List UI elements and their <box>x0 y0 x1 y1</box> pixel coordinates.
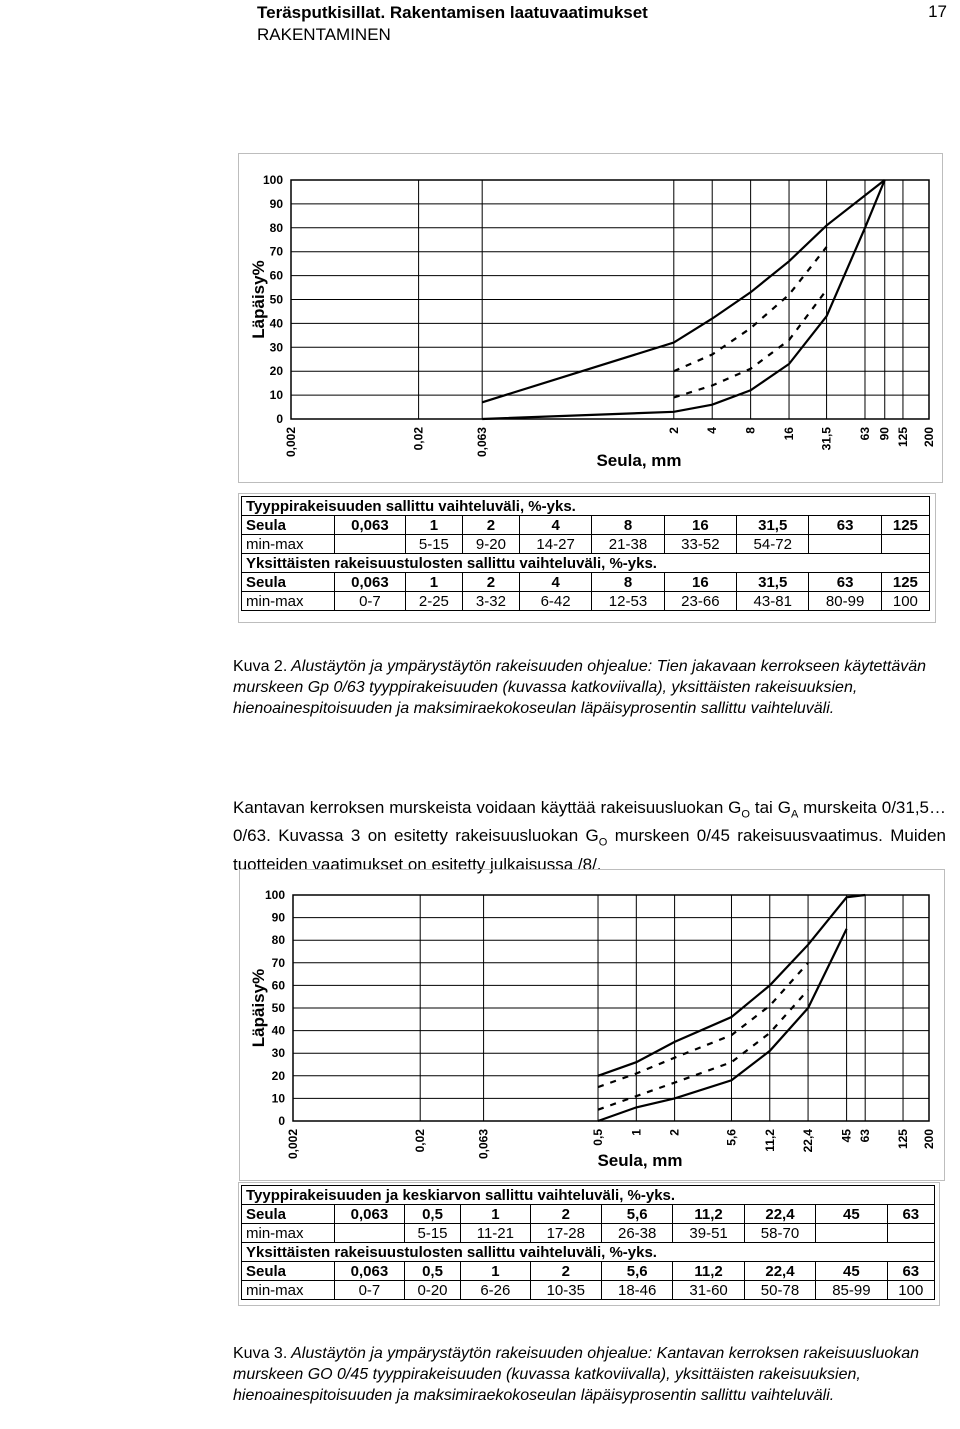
x-tick-label: 2 <box>667 1129 682 1136</box>
x-axis-label: Seula, mm <box>596 451 682 470</box>
table-cell <box>816 1224 887 1243</box>
x-tick-label: 0,5 <box>591 1129 606 1146</box>
caption-label: Kuva 2. <box>233 658 288 675</box>
x-tick-label: 2 <box>666 427 681 434</box>
table-2-title-2: Yksittäisten rakeisuustulosten sallittu vaihteluväli, %-yks. <box>242 1243 935 1262</box>
table-cell: 18-46 <box>601 1281 672 1300</box>
y-tick-label: 90 <box>271 910 285 925</box>
table-cell: 10-35 <box>530 1281 601 1300</box>
x-tick-label: 0,063 <box>475 427 490 458</box>
y-tick-label: 40 <box>269 316 283 331</box>
y-axis-label: Läpäisy% <box>249 260 268 339</box>
table-cell: 33-52 <box>664 535 736 554</box>
x-tick-label: 45 <box>839 1129 854 1143</box>
y-tick-label: 80 <box>271 933 285 948</box>
table-cell: 2 <box>462 573 519 592</box>
row-label: Seula <box>242 1205 335 1224</box>
table-cell: 11,2 <box>673 1205 744 1224</box>
series-line-2 <box>598 929 847 1121</box>
x-tick-label: 1 <box>629 1129 644 1136</box>
table-cell: 3-32 <box>462 592 519 611</box>
figure-1-caption <box>233 656 945 719</box>
y-tick-label: 30 <box>271 1046 285 1061</box>
table-cell: 6-26 <box>461 1281 530 1300</box>
table-1-title-2: Yksittäisten rakeisuustulosten sallittu vaihteluväli, %-yks. <box>242 554 930 573</box>
table-cell: 31,5 <box>737 516 809 535</box>
y-tick-label: 90 <box>269 196 283 211</box>
table-cell: 5-15 <box>404 1224 460 1243</box>
y-tick-label: 40 <box>271 1023 285 1038</box>
table-cell: 5-15 <box>405 535 462 554</box>
x-tick-label: 63 <box>858 1129 873 1143</box>
row-label: Seula <box>242 516 335 535</box>
table-cell: 63 <box>809 516 881 535</box>
y-tick-label: 60 <box>269 268 283 283</box>
table-cell: 54-72 <box>737 535 809 554</box>
table-cell: 16 <box>664 573 736 592</box>
table-cell: 58-70 <box>744 1224 815 1243</box>
table-cell: 26-38 <box>601 1224 672 1243</box>
x-tick-label: 8 <box>743 427 758 434</box>
row-label: Seula <box>242 1262 335 1281</box>
table-cell <box>881 535 929 554</box>
table-cell: 31,5 <box>737 573 809 592</box>
subscript: A <box>790 808 799 821</box>
table-cell: 1 <box>405 573 462 592</box>
x-tick-label: 22,4 <box>801 1129 816 1153</box>
table-cell: 0,5 <box>404 1262 460 1281</box>
table-1-seula-row-2 <box>242 573 930 592</box>
x-tick-label: 63 <box>857 427 872 441</box>
table-cell: 31-60 <box>673 1281 744 1300</box>
y-tick-label: 100 <box>262 173 283 187</box>
y-tick-label: 20 <box>269 364 283 379</box>
table-cell: 16 <box>664 516 736 535</box>
table-cell: 0,063 <box>335 516 406 535</box>
table-cell: 39-51 <box>673 1224 744 1243</box>
figure-1-svg <box>239 154 942 482</box>
table-cell: 0,063 <box>335 1262 405 1281</box>
table-cell: 5,6 <box>601 1262 672 1281</box>
x-tick-label: 16 <box>782 427 797 441</box>
table-cell: 43-81 <box>737 592 809 611</box>
y-tick-label: 0 <box>276 412 283 426</box>
x-tick-label: 4 <box>705 427 720 434</box>
table-cell: 23-66 <box>664 592 736 611</box>
row-label: min-max <box>242 1224 335 1243</box>
figure-2-chart <box>239 869 945 1181</box>
table-1-seula-row <box>242 516 930 535</box>
row-label: min-max <box>242 1281 335 1300</box>
y-tick-label: 70 <box>271 955 285 970</box>
table-2 <box>241 1185 935 1300</box>
y-tick-label: 60 <box>271 978 285 993</box>
table-2-minmax-row-2 <box>242 1281 935 1300</box>
x-tick-label: 5,6 <box>724 1129 739 1146</box>
table-cell: 2-25 <box>405 592 462 611</box>
y-tick-label: 0 <box>278 1114 285 1128</box>
figure-2-caption <box>233 1343 945 1406</box>
table-cell <box>335 535 406 554</box>
table-cell: 63 <box>887 1262 934 1281</box>
table-cell: 5,6 <box>601 1205 672 1224</box>
table-cell: 100 <box>881 592 929 611</box>
x-tick-label: 0,002 <box>284 427 298 458</box>
table-cell: 2 <box>462 516 519 535</box>
page-number: 17 <box>928 2 947 21</box>
table-cell: 4 <box>519 516 591 535</box>
caption-label: Kuva 3. <box>233 1345 288 1362</box>
table-cell: 11,2 <box>673 1262 744 1281</box>
paragraph-text: tai G <box>749 798 791 817</box>
table-cell: 11-21 <box>461 1224 530 1243</box>
table-cell: 0-20 <box>404 1281 460 1300</box>
y-tick-label: 10 <box>271 1091 285 1106</box>
table-2-seula-row-2 <box>242 1262 935 1281</box>
caption-text: Alustäytön ja ympärystäytön rakeisuuden ohjealue: Tien jakavaan kerrokseen käytettävän murskeen Gp 0/63 tyyppirakeisuuden (kuvassa katkoviivalla), yksittäisten rakeisuuksien, hienoainespitoisuuden ja maksimiraekokoseulan läpäisyprosentin sallittu vaihteluväli. <box>233 658 927 717</box>
x-tick-label: 0,002 <box>286 1129 300 1160</box>
table-cell: 0,063 <box>335 573 406 592</box>
table-cell: 14-27 <box>519 535 591 554</box>
header-title: Teräsputkisillat. Rakentamisen laatuvaatimukset <box>257 3 648 22</box>
table-cell <box>335 1224 405 1243</box>
table-cell: 85-99 <box>816 1281 887 1300</box>
figure-2-svg <box>240 870 944 1180</box>
subscript: O <box>741 808 750 821</box>
table-1-title-1: Tyyppirakeisuuden sallittu vaihteluväli, %-yks. <box>242 497 930 516</box>
table-cell: 6-42 <box>519 592 591 611</box>
header-subtitle: RAKENTAMINEN <box>257 25 391 44</box>
table-cell: 100 <box>887 1281 934 1300</box>
table-cell: 125 <box>881 573 929 592</box>
subscript: O <box>598 836 608 849</box>
y-tick-label: 80 <box>269 220 283 235</box>
table-cell: 80-99 <box>809 592 881 611</box>
table-1-minmax-row-2 <box>242 592 930 611</box>
table-cell: 1 <box>461 1262 530 1281</box>
y-tick-label: 30 <box>269 340 283 355</box>
table-2-seula-row <box>242 1205 935 1224</box>
table-2-minmax-row <box>242 1224 935 1243</box>
x-axis-label: Seula, mm <box>597 1151 683 1170</box>
series-line-1 <box>482 180 885 402</box>
x-tick-label: 125 <box>895 427 910 448</box>
table-cell: 4 <box>519 573 591 592</box>
x-tick-label: 200 <box>922 1129 936 1150</box>
table-cell: 0-7 <box>335 1281 405 1300</box>
table-cell: 45 <box>816 1205 887 1224</box>
x-tick-label: 0,02 <box>413 1129 428 1153</box>
table-cell: 2 <box>530 1205 601 1224</box>
figure-1-chart <box>238 153 943 483</box>
x-tick-label: 31,5 <box>819 427 834 451</box>
paragraph-text: murskeita 0/31,5…0/63. Kuvassa 3 on esitetty rakeisuusluokan G <box>233 798 947 846</box>
table-cell: 12-53 <box>592 592 664 611</box>
table-cell: 0,5 <box>404 1205 460 1224</box>
table-cell: 22,4 <box>744 1205 815 1224</box>
table-cell: 63 <box>809 573 881 592</box>
table-cell: 1 <box>405 516 462 535</box>
paragraph-text: Kantavan kerroksen murskeista voidaan käyttää rakeisuusluokan G <box>233 798 742 817</box>
table-cell: 8 <box>592 516 664 535</box>
table-cell: 8 <box>592 573 664 592</box>
paragraph-text: murskeen 0/45 rakeisuusvaatimus. Muiden tuotteiden vaatimukset on esitetty julkaisussa /8/. <box>233 826 946 874</box>
table-cell: 9-20 <box>462 535 519 554</box>
table-1-minmax-row <box>242 535 930 554</box>
table-cell: 125 <box>881 516 929 535</box>
table-cell <box>809 535 881 554</box>
caption-text: Alustäytön ja ympärystäytön rakeisuuden ohjealue: Kantavan kerroksen rakeisuusluokan murskeen GO 0/45 tyyppirakeisuuden (kuvassa katkoviivalla), yksittäisten rakeisuuksien, hienoainespitoisuuden ja maksimiraekokoseulan läpäisyprosentin sallittu vaihteluväli. <box>233 1345 920 1404</box>
x-tick-label: 0,02 <box>411 427 426 451</box>
x-tick-label: 0,063 <box>476 1129 491 1160</box>
table-2-title-1: Tyyppirakeisuuden ja keskiarvon sallittu vaihteluväli, %-yks. <box>242 1186 935 1205</box>
y-tick-label: 50 <box>271 1001 285 1015</box>
table-cell: 1 <box>461 1205 530 1224</box>
y-tick-label: 70 <box>269 244 283 259</box>
table-cell <box>887 1224 934 1243</box>
x-tick-label: 90 <box>877 427 892 441</box>
table-cell: 0-7 <box>335 592 406 611</box>
body-paragraph <box>233 797 946 876</box>
page-header <box>257 2 947 46</box>
x-tick-label: 11,2 <box>762 1129 777 1152</box>
table-cell: 45 <box>816 1262 887 1281</box>
y-axis-label: Läpäisy% <box>249 968 268 1048</box>
row-label: min-max <box>242 592 335 611</box>
y-tick-label: 20 <box>271 1068 285 1083</box>
table-cell: 63 <box>887 1205 934 1224</box>
x-tick-label: 200 <box>922 427 936 448</box>
row-label: Seula <box>242 573 335 592</box>
y-tick-label: 10 <box>269 388 283 403</box>
table-1 <box>241 496 930 611</box>
row-label: min-max <box>242 535 335 554</box>
table-cell: 0,063 <box>335 1205 405 1224</box>
y-tick-label: 100 <box>264 888 285 902</box>
x-tick-label: 125 <box>896 1129 911 1150</box>
table-cell: 21-38 <box>592 535 664 554</box>
table-cell: 17-28 <box>530 1224 601 1243</box>
table-cell: 22,4 <box>744 1262 815 1281</box>
table-cell: 50-78 <box>744 1281 815 1300</box>
table-cell: 2 <box>530 1262 601 1281</box>
y-tick-label: 50 <box>269 292 283 307</box>
